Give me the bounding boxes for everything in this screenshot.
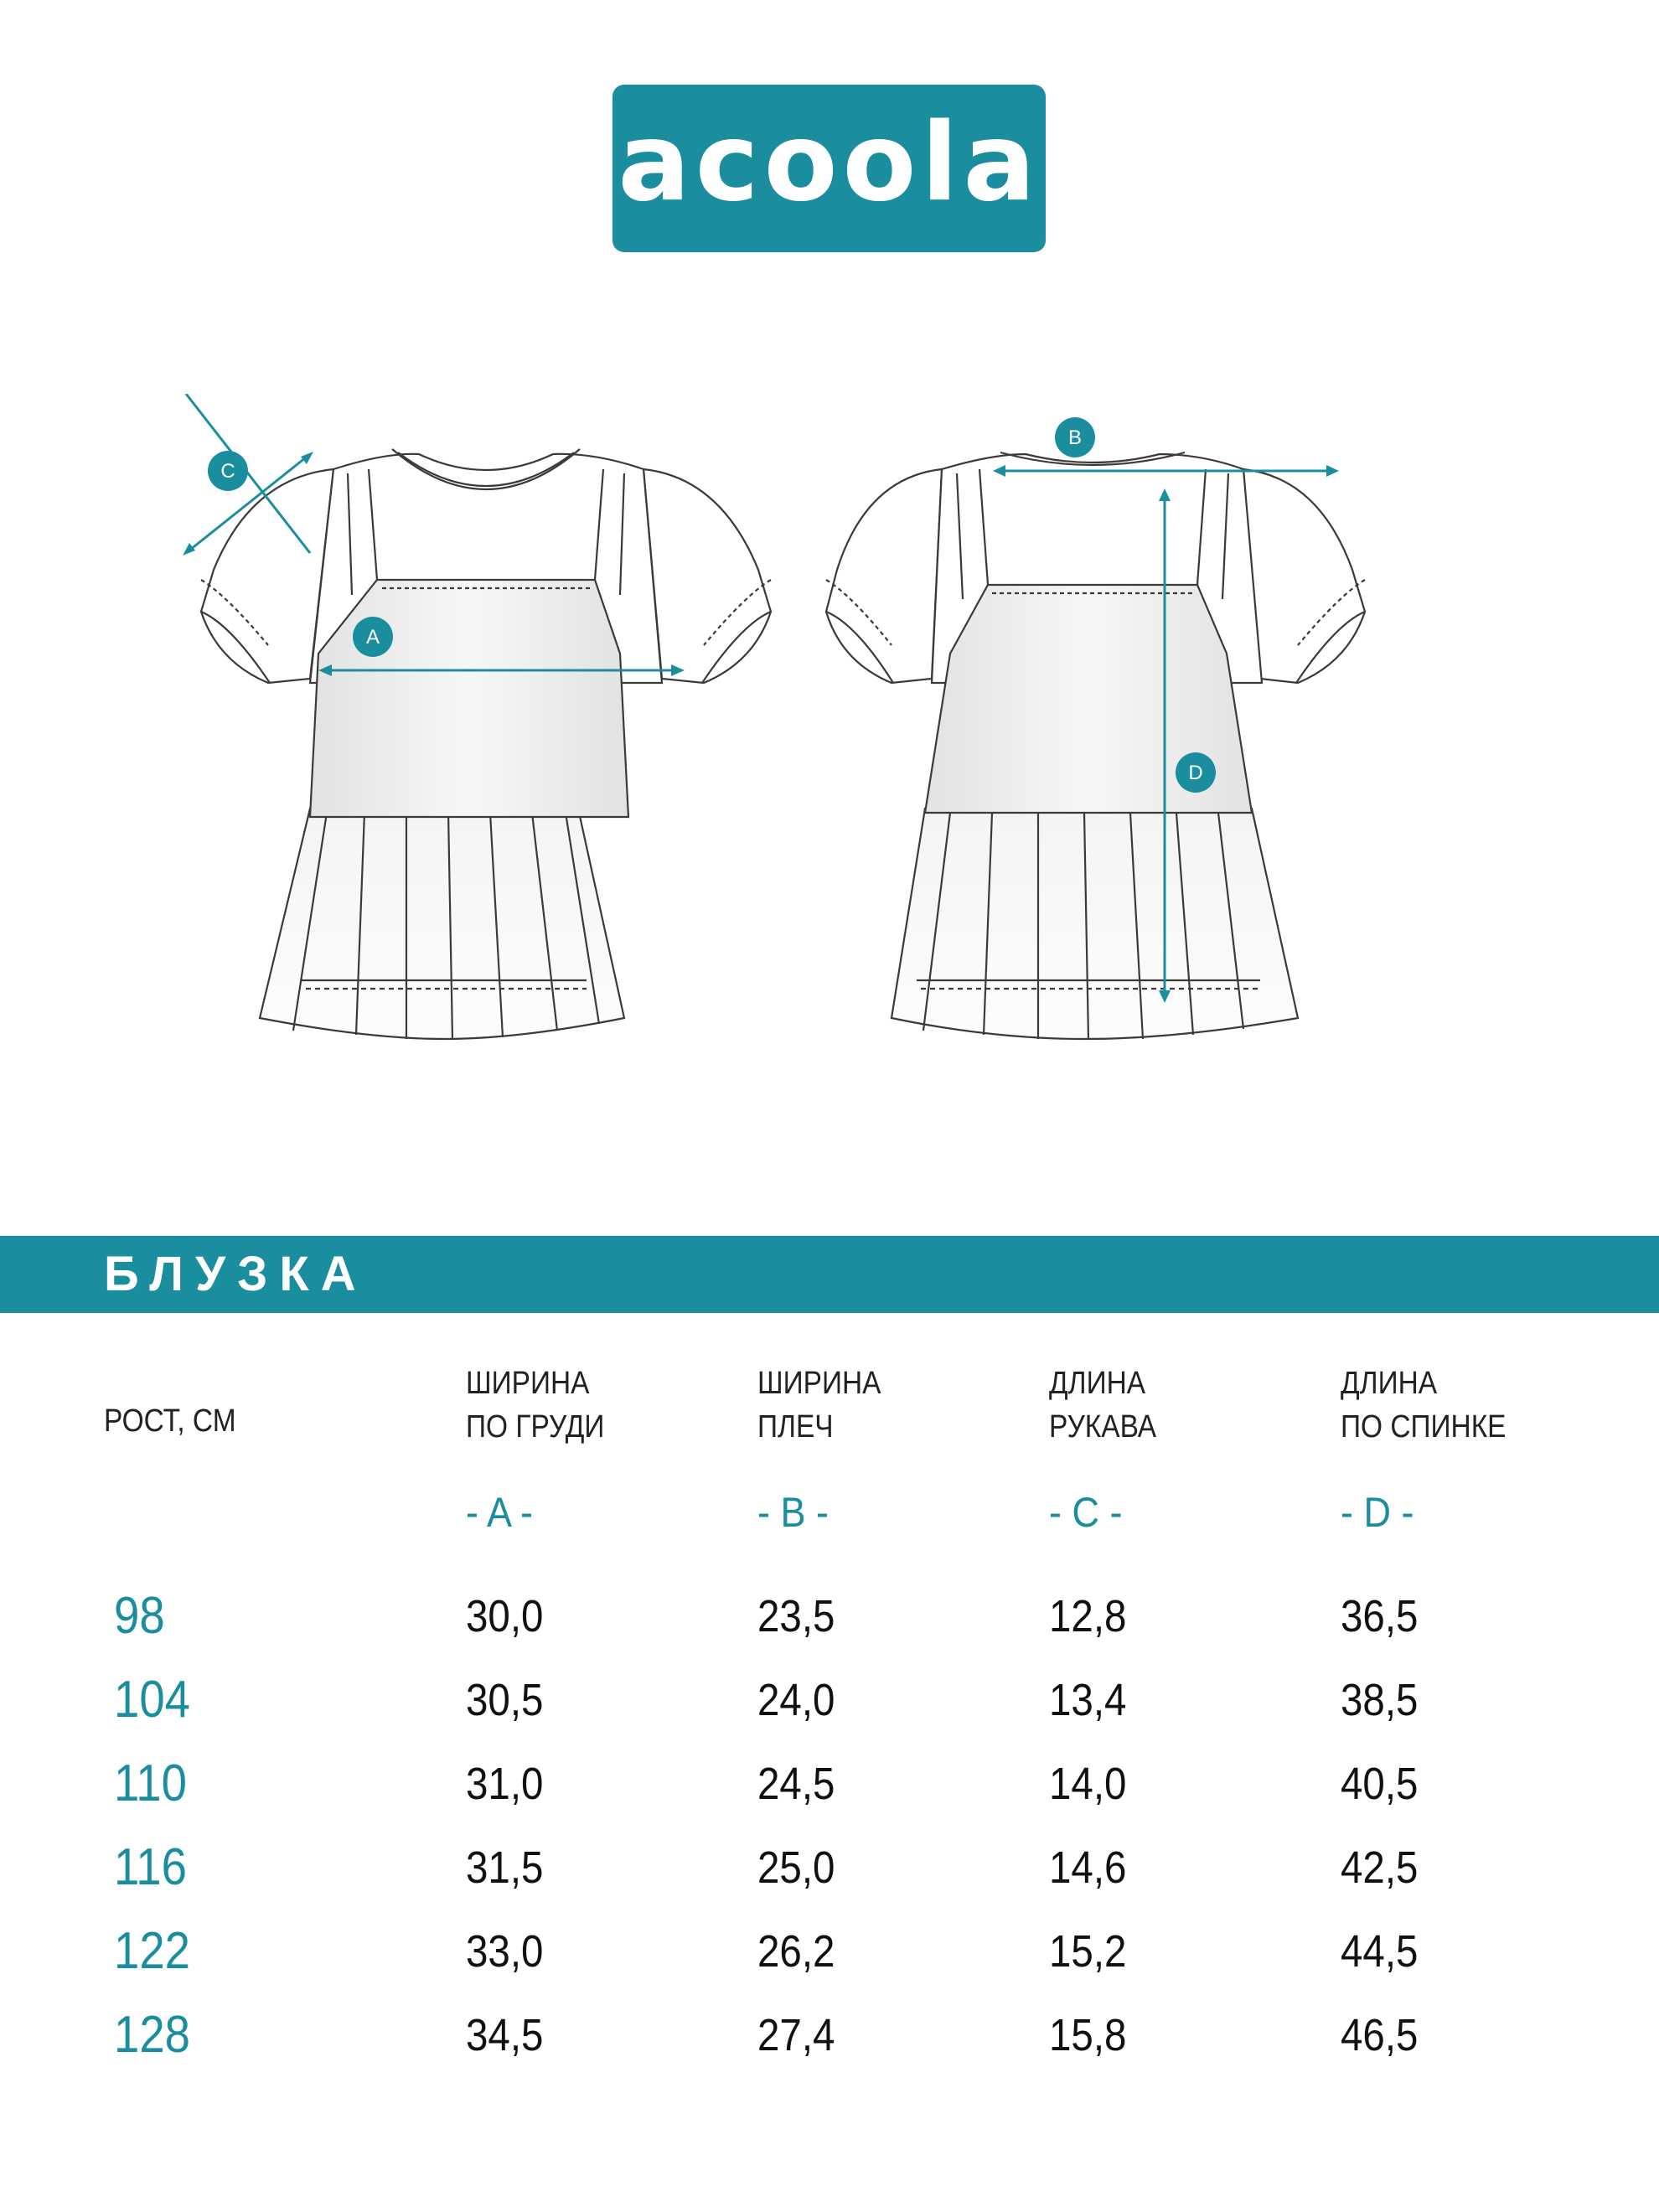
table-row — [0, 2008, 1659, 2075]
col-d-header-line1: ДЛИНА — [1341, 1366, 1438, 1401]
marker-c — [208, 451, 248, 491]
col-b-header-line1: ШИРИНА — [757, 1366, 881, 1401]
col-b-letter: - B - — [757, 1489, 829, 1536]
marker-a — [353, 617, 393, 657]
value-cell: 15,2 — [1049, 1926, 1127, 1977]
col-d-header-line2: ПО СПИНКЕ — [1341, 1409, 1507, 1445]
marker-c-label: C — [220, 460, 235, 483]
value-cell: 25,0 — [757, 1842, 835, 1893]
value-cell: 31,5 — [466, 1842, 544, 1893]
value-cell: 15,8 — [1049, 2010, 1127, 2060]
table-row — [0, 1672, 1659, 1739]
col-d-letter: - D - — [1341, 1489, 1414, 1536]
brand-logo — [612, 85, 1046, 252]
col-a-letter: - A - — [466, 1489, 534, 1536]
size-cell: 98 — [114, 1587, 165, 1645]
value-cell: 13,4 — [1049, 1675, 1127, 1725]
product-title: БЛУЗКА — [104, 1247, 368, 1301]
value-cell: 38,5 — [1341, 1675, 1419, 1725]
col-c-header-line2: РУКАВА — [1049, 1409, 1157, 1445]
col-a-header-line1: ШИРИНА — [466, 1366, 590, 1401]
row-header-height: РОСТ, СМ — [104, 1403, 236, 1439]
value-cell: 14,6 — [1049, 1842, 1127, 1893]
col-c-letter: - C - — [1049, 1489, 1123, 1536]
brand-logo-text: acoola — [618, 101, 1041, 225]
value-cell: 46,5 — [1341, 2010, 1419, 2060]
size-cell: 104 — [114, 1671, 191, 1729]
col-a-header-line2: ПО ГРУДИ — [466, 1409, 605, 1445]
size-cell: 110 — [114, 1755, 187, 1812]
value-cell: 44,5 — [1341, 1926, 1419, 1977]
value-cell: 31,0 — [466, 1759, 544, 1809]
marker-d-label: D — [1188, 762, 1203, 784]
marker-b — [1055, 417, 1095, 457]
value-cell: 23,5 — [757, 1591, 835, 1641]
value-cell: 36,5 — [1341, 1591, 1419, 1641]
value-cell: 27,4 — [757, 2010, 835, 2060]
marker-b-label: B — [1067, 426, 1083, 449]
value-cell: 33,0 — [466, 1926, 544, 1977]
size-cell: 122 — [114, 1922, 191, 1980]
garment-sketch — [168, 394, 1491, 1064]
size-cell: 116 — [114, 1838, 187, 1896]
col-b-header-line2: ПЛЕЧ — [757, 1409, 834, 1445]
value-cell: 42,5 — [1341, 1842, 1419, 1893]
value-cell: 26,2 — [757, 1926, 835, 1977]
product-banner — [0, 1236, 1659, 1313]
marker-a-label: A — [365, 626, 380, 649]
value-cell: 24,0 — [757, 1675, 835, 1725]
table-row — [0, 1589, 1659, 1656]
value-cell: 34,5 — [466, 2010, 544, 2060]
front-view — [201, 449, 771, 1039]
table-row — [0, 1756, 1659, 1823]
back-view — [826, 452, 1365, 1039]
table-row — [0, 1840, 1659, 1907]
size-cell: 128 — [114, 2006, 191, 2064]
value-cell: 14,0 — [1049, 1759, 1127, 1809]
col-c-header-line1: ДЛИНА — [1049, 1366, 1146, 1401]
table-row — [0, 1924, 1659, 1991]
marker-d — [1176, 752, 1216, 793]
value-cell: 40,5 — [1341, 1759, 1419, 1809]
value-cell: 30,5 — [466, 1675, 544, 1725]
value-cell: 30,0 — [466, 1591, 544, 1641]
value-cell: 12,8 — [1049, 1591, 1127, 1641]
value-cell: 24,5 — [757, 1759, 835, 1809]
